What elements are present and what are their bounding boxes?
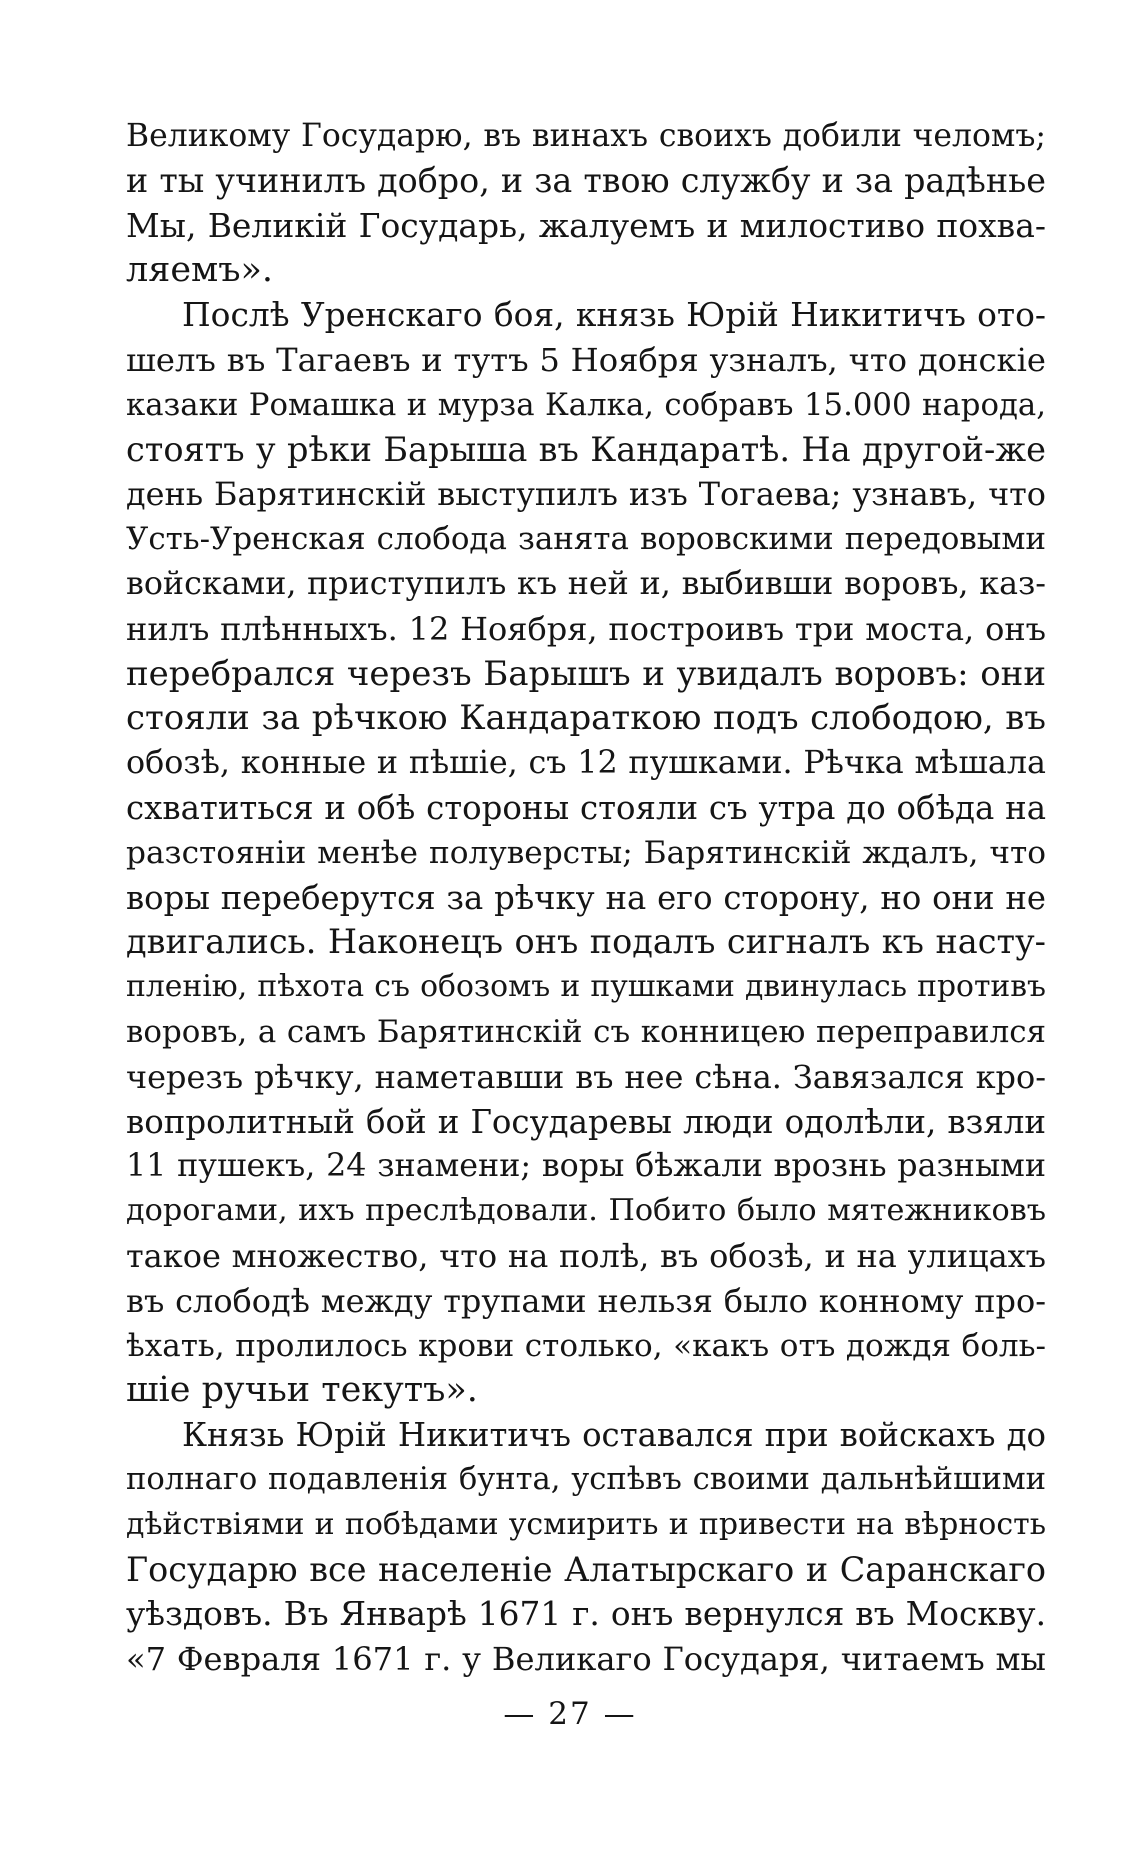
text-line: стояли за рѣчкою Кандараткою подъ слободою, въ (126, 698, 1046, 739)
text-line: двигались. Наконецъ онъ подалъ сигналъ къ насту- (126, 922, 1046, 962)
text-line: ляемъ». (126, 250, 274, 291)
text-line: ѣхать, пролилось крови столько, «какъ отъ дождя боль- (126, 1327, 1046, 1364)
text-line: дорогами, ихъ преслѣдовали. Побито было мятежниковъ (126, 1193, 1046, 1229)
text-line: полнаго подавленія бунта, успѣвъ своими дальнѣйшими (126, 1461, 1046, 1497)
body-text (126, 114, 1046, 1682)
text-line: и ты учинилъ добро, и за твою службу и за радѣнье (126, 160, 1046, 200)
text-line: «7 Февраля 1671 г. у Великаго Государя, читаемъ мы (126, 1640, 1046, 1679)
text-line: шелъ въ Тагаевъ и тутъ 5 Ноября узналъ, что донскіе (126, 340, 1046, 379)
text-line: дѣйствіями и побѣдами усмирить и привести на вѣрность (126, 1506, 1046, 1542)
text-line: схватиться и обѣ стороны стояли съ утра до обѣда на (126, 788, 1046, 827)
text-line: черезъ рѣчку, наметавши въ нее сѣна. Завязался кро- (126, 1057, 1046, 1096)
text-line: разстояніи менѣе полуверсты; Барятинскій ждалъ, что (126, 834, 1046, 871)
text-line: пленію, пѣхота съ обозомъ и пушками двинулась противъ (126, 969, 1046, 1005)
page-number: — 27 — (503, 1696, 637, 1732)
text-line: 11 пушекъ, 24 знамени; воры бѣжали врознь разными (126, 1148, 1046, 1185)
text-line: шіе ручьи текутъ». (126, 1370, 478, 1411)
text-line: Усть-Уренская слобода занята воровскими передовыми (126, 521, 1046, 558)
text-line: въ слободѣ между трупами нельзя было конному про- (126, 1281, 1046, 1320)
text-line: казаки Ромашка и мурза Калка, собравъ 15.000 народа, (126, 386, 1046, 423)
text-line: Мы, Великій Государь, жалуемъ и милостиво похва- (126, 205, 1046, 245)
text-line: обозѣ, конные и пѣшіе, съ 12 пушками. Рѣчка мѣшала (126, 744, 1046, 782)
text-line: войсками, приступилъ къ ней и, выбивши воровъ, каз- (126, 565, 1046, 602)
text-line: день Барятинскій выступилъ изъ Тогаева; узнавъ, что (126, 475, 1046, 514)
text-line: воровъ, а самъ Барятинскій съ конницею переправился (126, 1013, 1046, 1050)
text-line: нилъ плѣнныхъ. 12 Ноября, построивъ три моста, онъ (126, 609, 1046, 648)
text-line: такое множество, что на полѣ, въ обозѣ, и на улицахъ (126, 1236, 1046, 1275)
paragraph-start-line: Послѣ Уренскаго боя, князь Юрій Никитичъ ото- (182, 295, 1046, 335)
text-line: воры переберутся за рѣчку на его сторону, но они не (126, 878, 1046, 917)
text-line: вопролитный бой и Государевы люди одолѣли, взяли (126, 1102, 1046, 1141)
text-line: перебрался черезъ Барышъ и увидалъ воровъ: они (126, 653, 1046, 694)
paragraph-start-line: Князь Юрій Никитичъ оставался при войскахъ до (182, 1416, 1046, 1455)
text-line: стоятъ у рѣки Барыша въ Кандаратѣ. На другой-же (126, 429, 1046, 469)
text-line: уѣздовъ. Въ Январѣ 1671 г. онъ вернулся въ Москву. (126, 1595, 1046, 1634)
text-line: Государю все населеніе Алатырскаго и Саранскаго (126, 1549, 1046, 1589)
text-line: Великому Государю, въ винахъ своихъ добили челомъ; (126, 118, 1046, 154)
